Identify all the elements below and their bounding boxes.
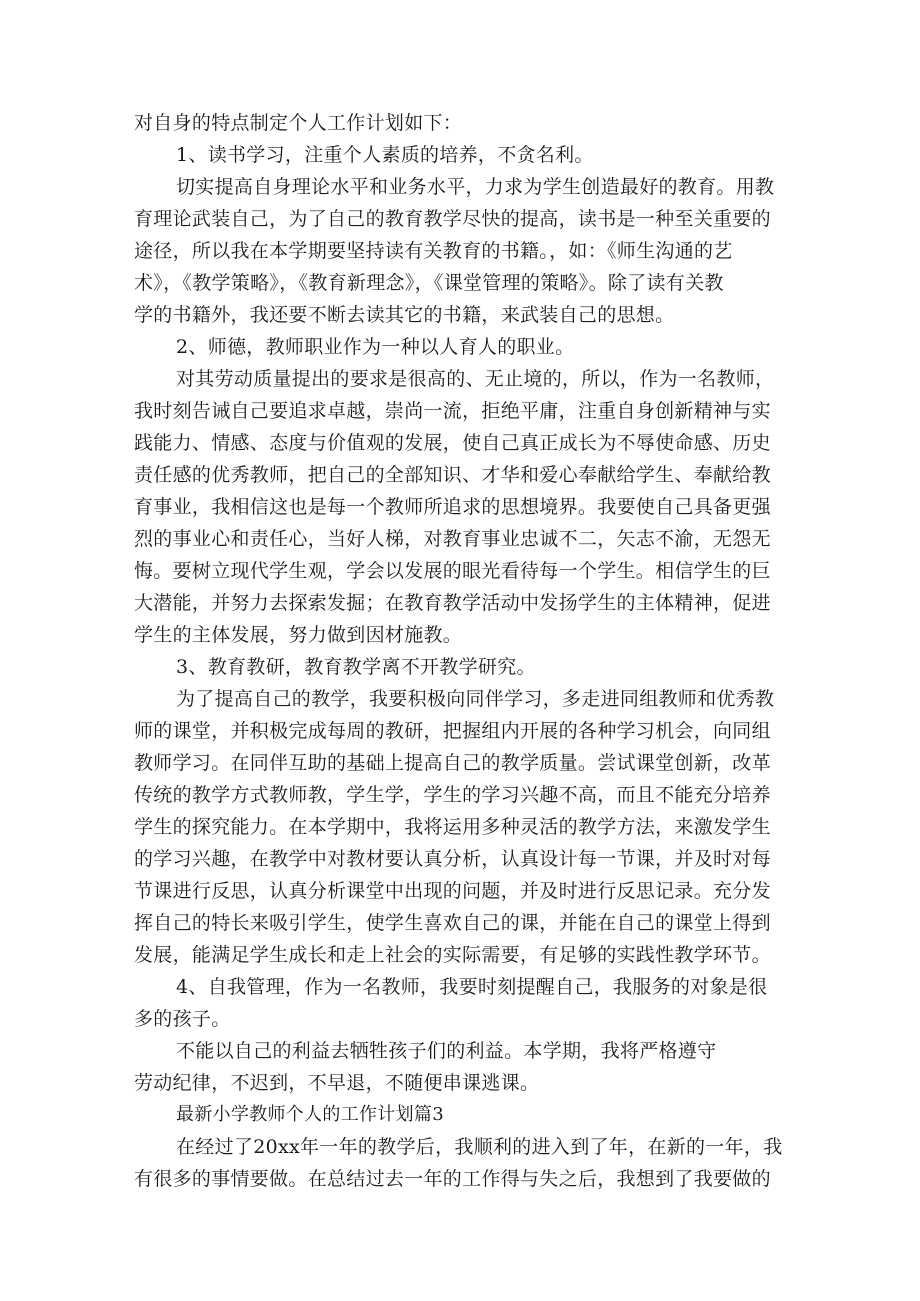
paragraph-line: 大潜能，并努力去探索发掘；在教育教学活动中发扬学生的主体精神，促进 xyxy=(134,592,771,614)
paragraph-line: 节课进行反思，认真分析课堂中出现的问题，并及时进行反思记录。充分发 xyxy=(134,880,771,902)
paragraph-line: 多的孩子。 xyxy=(134,1008,231,1030)
paragraph-line: 切实提高自身理论水平和业务水平，力求为学生创造最好的教育。用教 xyxy=(176,176,775,198)
section-heading-4: 4、自我管理，作为一名教师，我要时刻提醒自己，我服务的对象是很 xyxy=(176,976,768,998)
paragraph-line: 学的书籍外，我还要不断去读其它的书籍，来武装自己的思想。 xyxy=(134,304,675,326)
paragraph-line: 不能以自己的利益去牺牲孩子们的利益。本学期，我将严格遵守 xyxy=(176,1040,717,1062)
paragraph-line: 我时刻告诫自己要追求卓越，崇尚一流，拒绝平庸，注重自身创新精神与实 xyxy=(134,400,771,422)
paragraph-line: 挥自己的特长来吸引学生，使学生喜欢自己的课，并能在自己的课堂上得到 xyxy=(134,912,771,934)
paragraph-line: 对其劳动质量提出的要求是很高的、无止境的，所以，作为一名教师， xyxy=(176,368,775,390)
section-heading-2: 2、师德，教师职业作为一种以人育人的职业。 xyxy=(176,336,575,358)
paragraph-line: 途径，所以我在本学期要坚持读有关教育的书籍。，如：《师生沟通的艺 xyxy=(134,240,733,262)
section-heading-1: 1、读书学习，注重个人素质的培养，不贪名利。 xyxy=(176,144,594,166)
paragraph-line: 劳动纪律，不迟到，不早退，不随便串课逃课。 xyxy=(134,1072,540,1094)
section-heading-3: 3、教育教研，教育教学离不开教学研究。 xyxy=(176,656,536,678)
article-title: 最新小学教师个人的工作计划篇3 xyxy=(176,1104,444,1125)
paragraph-line: 教师学习。在同伴互助的基础上提高自己的教学质量。尝试课堂创新，改革 xyxy=(134,752,771,774)
paragraph-line: 对自身的特点制定个人工作计划如下： xyxy=(134,112,463,134)
paragraph-line: 学生的探究能力。在本学期中，我将运用多种灵活的教学方法，来激发学生 xyxy=(134,816,771,838)
paragraph-line: 学生的主体发展，努力做到因材施教。 xyxy=(134,624,463,646)
paragraph-line: 为了提高自己的教学，我要积极向同伴学习，多走进同组教师和优秀教 xyxy=(176,688,775,710)
paragraph-line: 践能力、情感、态度与价值观的发展，使自己真正成长为不辱使命感、历史 xyxy=(134,432,771,454)
paragraph-line: 责任感的优秀教师，把自己的全部知识、才华和爱心奉献给学生、奉献给教 xyxy=(134,464,771,486)
paragraph-line: 术》，《教学策略》，《教育新理念》，《课堂管理的策略》。除了读有关教 xyxy=(134,272,724,294)
paragraph-line: 在经过了20xx年一年的教学后，我顺利的进入到了年，在新的一年，我 xyxy=(176,1136,783,1158)
paragraph-line: 师的课堂，并积极完成每周的教研，把握组内开展的各种学习机会，向同组 xyxy=(134,720,771,742)
paragraph-line: 有很多的事情要做。在总结过去一年的工作得与失之后，我想到了我要做的 xyxy=(134,1168,771,1190)
paragraph-line: 的学习兴趣，在教学中对教材要认真分析，认真设计每一节课，并及时对每 xyxy=(134,848,771,870)
paragraph-line: 育理论武装自己，为了自己的教育教学尽快的提高，读书是一种至关重要的 xyxy=(134,208,771,230)
paragraph-line: 悔。要树立现代学生观，学会以发展的眼光看待每一个学生。相信学生的巨 xyxy=(134,560,771,582)
paragraph-line: 发展，能满足学生成长和走上社会的实际需要，有足够的实践性教学环节。 xyxy=(134,944,771,966)
paragraph-line: 传统的教学方式教师教，学生学，学生的学习兴趣不高，而且不能充分培养 xyxy=(134,784,771,806)
paragraph-line: 育事业，我相信这也是每一个教师所追求的思想境界。我要使自己具备更强 xyxy=(134,496,771,518)
paragraph-line: 烈的事业心和责任心，当好人梯，对教育事业忠诚不二，矢志不渝，无怨无 xyxy=(134,528,771,550)
